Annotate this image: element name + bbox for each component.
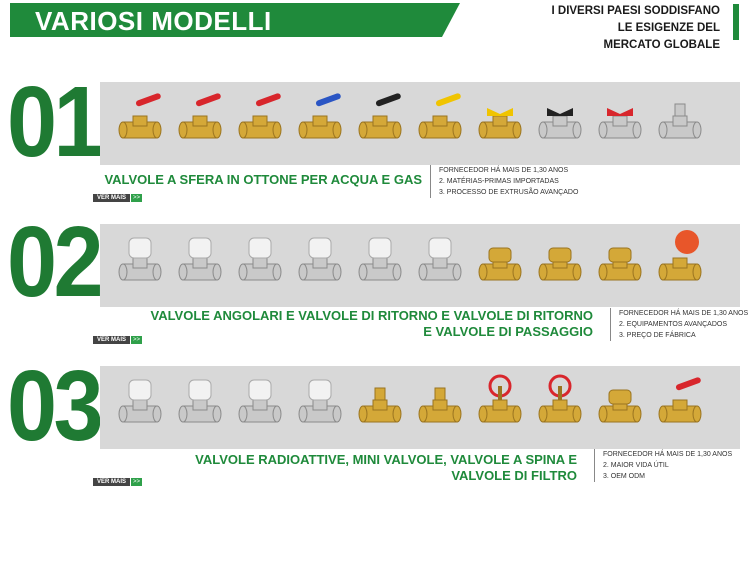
see-more-label: VER MAIS xyxy=(93,336,130,344)
double-arrow-icon: >> xyxy=(133,479,141,485)
product-image-radiator-valve-white xyxy=(295,370,345,430)
section-title xyxy=(104,172,422,188)
info-line: 3. OEM ODM xyxy=(603,473,646,480)
info-line: 3. PROCESSO DE EXTRUSÃO AVANÇADO xyxy=(439,189,579,196)
double-arrow-icon: >> xyxy=(133,195,141,201)
see-more-label: VER MAIS xyxy=(93,194,130,202)
product-image-brass-check-valve xyxy=(475,228,525,288)
info-line: 2. MATÉRIAS-PRIMAS IMPORTADAS xyxy=(439,178,559,185)
product-image-angle-valve-chrome xyxy=(175,228,225,288)
see-more-link[interactable] xyxy=(93,336,142,344)
section-number: 02 xyxy=(7,206,100,318)
section-info xyxy=(594,449,732,482)
product-image-brass-ball-valve-red-lever xyxy=(235,86,285,146)
product-image-brass-check-valve xyxy=(595,228,645,288)
product-image-brass-ball-valve-red-lever xyxy=(115,86,165,146)
product-image-angle-valve-chrome xyxy=(355,228,405,288)
product-image-angle-valve-chrome xyxy=(115,228,165,288)
product-image-brass-ball-valve-nickel xyxy=(655,86,705,146)
product-image-radiator-valve-white xyxy=(115,370,165,430)
see-more-link[interactable] xyxy=(93,478,142,486)
product-image-radiator-valve-white xyxy=(235,370,285,430)
product-image-brass-ball-valve-yellow-lever xyxy=(415,86,465,146)
section-title xyxy=(150,308,593,340)
info-line: 2. EQUIPAMENTOS AVANÇADOS xyxy=(619,321,728,328)
see-more-link[interactable] xyxy=(93,194,142,202)
section-03 xyxy=(0,350,750,496)
section-number: 03 xyxy=(7,350,100,462)
section-02 xyxy=(0,206,750,352)
product-image-brass-check-valve xyxy=(535,228,585,288)
product-image-gate-valve-red-wheel xyxy=(535,370,585,430)
info-line: 3. PREÇO DE FÁBRICA xyxy=(619,332,696,339)
double-arrow-icon: >> xyxy=(133,337,141,343)
section-title-line: VALVOLE DI FILTRO xyxy=(451,468,577,483)
tagline-line: I DIVERSI PAESI SODDISFANO xyxy=(551,5,720,17)
product-image-brass-y-strainer xyxy=(595,370,645,430)
product-image-brass-ball-valve-yellow-butterfly xyxy=(475,86,525,146)
product-image-mini-valve-blue xyxy=(415,370,465,430)
product-image-nickel-ball-valve-red-butterfly xyxy=(595,86,645,146)
section-title-line: VALVOLE A SFERA IN OTTONE PER ACQUA E GAS xyxy=(104,172,422,187)
product-row xyxy=(115,86,705,146)
info-line: FORNECEDOR HÁ MAIS DE 1,30 ANOS xyxy=(439,167,569,174)
product-image-ball-valve-red-lever xyxy=(655,370,705,430)
product-image-angle-valve-chrome xyxy=(415,228,465,288)
page-title: VARIOSI MODELLI xyxy=(35,6,272,36)
product-image-gate-valve-red-wheel xyxy=(475,370,525,430)
info-line: FORNECEDOR HÁ MAIS DE 1,30 ANOS xyxy=(603,451,733,458)
section-title-line: VALVOLE ANGOLARI E VALVOLE DI RITORNO E VALVOLE DI RITORNO xyxy=(150,308,593,323)
product-image-angle-valve-chrome xyxy=(235,228,285,288)
product-row xyxy=(115,228,705,288)
section-01 xyxy=(0,66,750,212)
see-more-label: VER MAIS xyxy=(93,478,130,486)
product-image-radiator-valve-white xyxy=(175,370,225,430)
tagline-line: LE ESIGENZE DEL xyxy=(617,22,720,34)
section-title-line: E VALVOLE DI PASSAGGIO xyxy=(423,324,593,339)
section-info xyxy=(610,308,748,341)
section-info xyxy=(430,165,578,198)
info-line: 2. MAIOR VIDA ÚTIL xyxy=(603,462,669,469)
product-row xyxy=(115,370,705,430)
product-image-float-valve-orange xyxy=(655,228,705,288)
tagline-line: MERCATO GLOBALE xyxy=(603,39,720,51)
info-line: FORNECEDOR HÁ MAIS DE 1,30 ANOS xyxy=(619,310,749,317)
section-title-line: VALVOLE RADIOATTIVE, MINI VALVOLE, VALVOLE A SPINA E xyxy=(195,452,577,467)
tagline-accent-bar xyxy=(733,4,739,40)
product-image-brass-ball-valve-red-lever xyxy=(175,86,225,146)
section-number: 01 xyxy=(7,66,100,178)
product-image-mini-valve-red xyxy=(355,370,405,430)
product-image-angle-valve-chrome xyxy=(295,228,345,288)
section-title xyxy=(195,452,577,484)
tagline xyxy=(490,3,720,54)
product-image-nickel-ball-valve-black-butterfly xyxy=(535,86,585,146)
product-image-brass-ball-valve-black-lever xyxy=(355,86,405,146)
product-image-brass-ball-valve-blue-lever xyxy=(295,86,345,146)
